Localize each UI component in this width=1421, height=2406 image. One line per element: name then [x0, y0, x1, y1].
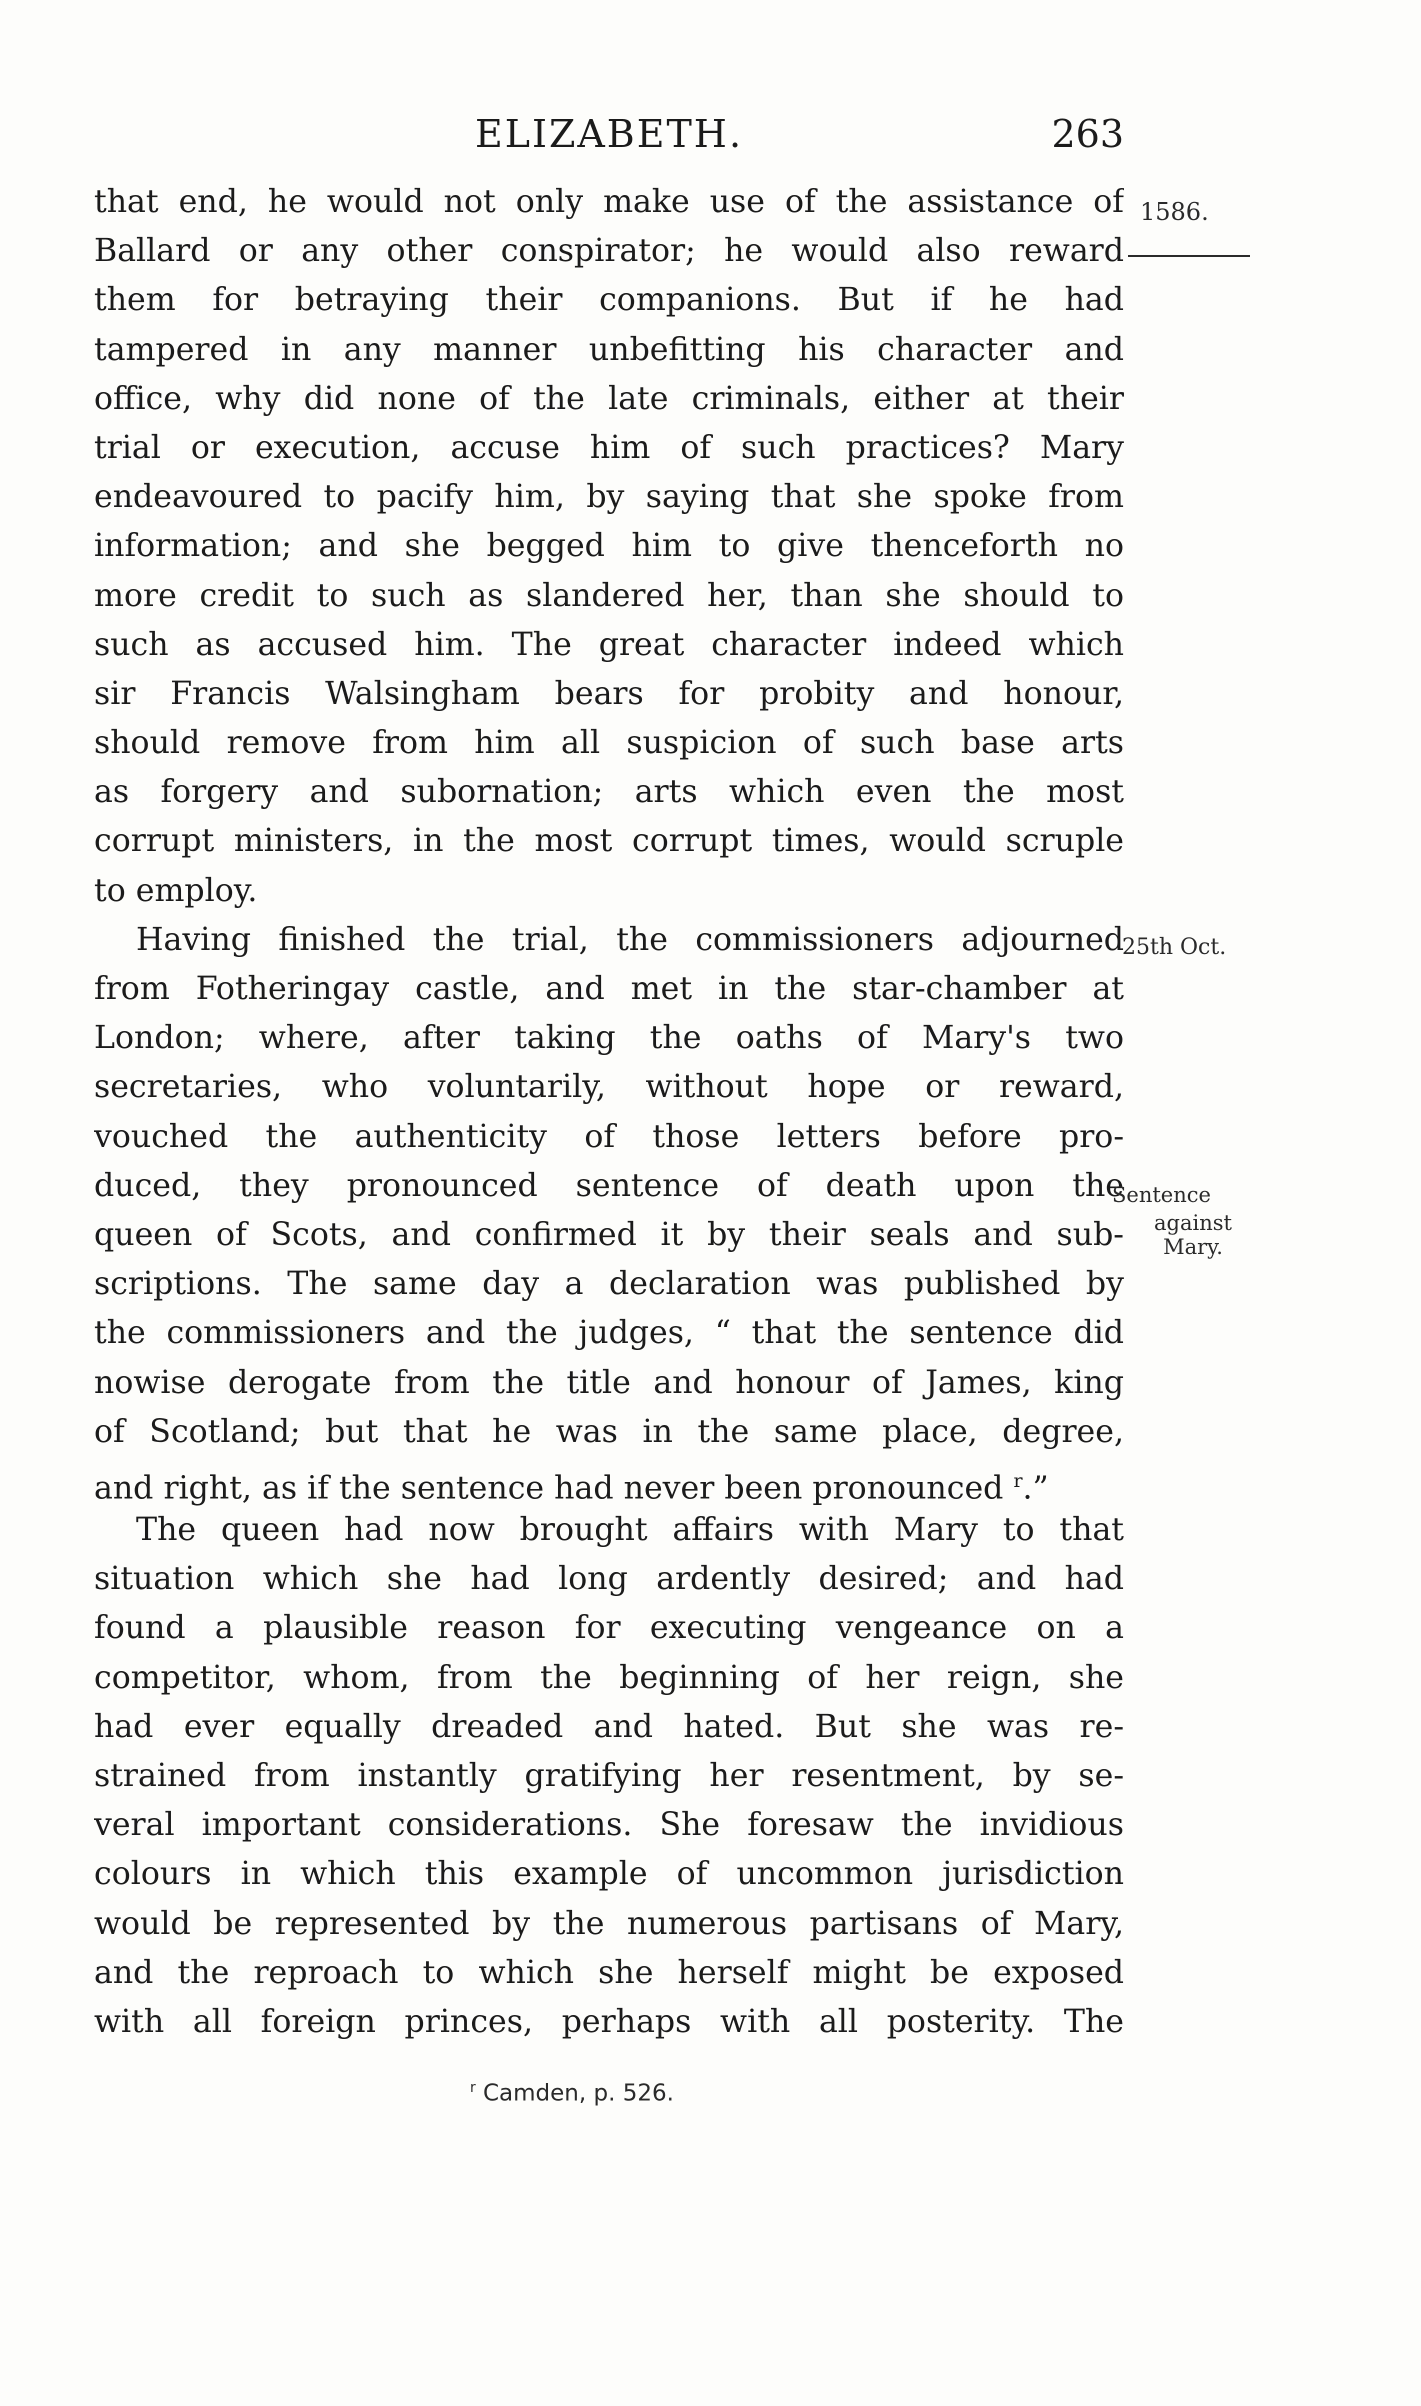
footnote-text: Camden, p. 526.	[483, 2080, 674, 2107]
text-line: The queen had now brought affairs with Mary to that	[136, 1512, 1124, 1549]
text-line: more credit to such as slandered her, than she should to	[94, 577, 1124, 614]
margin-note-mary: Mary.	[1163, 1235, 1223, 1259]
footnote	[470, 2080, 674, 2107]
text-line: scriptions. The same day a declaration was published by	[94, 1266, 1124, 1303]
text-line: with all foreign princes, perhaps with all posterity. The	[94, 2003, 1124, 2040]
text-line: and right, as if the sentence had never been pronounced	[94, 1470, 1004, 1507]
page-title: ELIZABETH.	[474, 112, 744, 156]
margin-note-sentence: Sentence	[1112, 1183, 1211, 1207]
text-line: Having finished the trial, the commissioners adjourned	[136, 921, 1124, 958]
text-line: found a plausible reason for executing vengeance on a	[94, 1610, 1124, 1647]
closing-quote: .”	[1022, 1470, 1049, 1507]
text-line: competitor, whom, from the beginning of her reign, she	[94, 1659, 1124, 1696]
text-line: to employ.	[94, 872, 258, 909]
running-header	[94, 112, 1124, 172]
text-line: office, why did none of the late criminals, either at their	[94, 380, 1124, 417]
text-line: secretaries, who voluntarily, without hope or reward,	[94, 1069, 1124, 1106]
margin-note-against-mary	[1154, 1211, 1232, 1259]
margin-note-against: against	[1154, 1211, 1232, 1235]
text-line: from Fotheringay castle, and met in the star-chamber at	[94, 971, 1124, 1007]
text-line: nowise derogate from the title and honour of James, king	[94, 1364, 1124, 1401]
text-line: the commissioners and the judges, “ that the sentence did	[94, 1315, 1124, 1352]
text-line: them for betraying their companions. But if he had	[94, 282, 1124, 319]
text-line: had ever equally dreaded and hated. But she was re-	[94, 1708, 1124, 1745]
text-line: should remove from him all suspicion of such base arts	[94, 725, 1124, 762]
text-line: vouched the authenticity of those letters before pro-	[94, 1118, 1124, 1155]
text-line: veral important considerations. She foresaw the invidious	[94, 1807, 1124, 1844]
text-line: sir Francis Walsingham bears for probity and honour,	[94, 675, 1124, 712]
margin-rule	[1128, 255, 1250, 257]
text-line: would be represented by the numerous partisans of Mary,	[94, 1905, 1124, 1942]
text-line: such as accused him. The great character indeed which	[94, 626, 1124, 663]
text-line-with-footnote-ref	[94, 1457, 1124, 1506]
margin-note-year: 1586.	[1140, 198, 1209, 226]
text-line: of Scotland; but that he was in the same place, degree,	[94, 1413, 1124, 1450]
page-number: 263	[1051, 112, 1124, 156]
text-line: that end, he would not only make use of the assistance of	[94, 184, 1124, 220]
text-line: duced, they pronounced sentence of death upon the	[94, 1167, 1124, 1204]
text-line: queen of Scots, and confirmed it by their seals and sub-	[94, 1216, 1124, 1253]
text-line: Ballard or any other conspirator; he would also reward	[94, 233, 1124, 270]
text-line: colours in which this example of uncommon jurisdiction	[94, 1856, 1124, 1893]
body-text	[94, 178, 1124, 2047]
text-line: corrupt ministers, in the most corrupt times, would scruple	[94, 823, 1124, 860]
text-line: situation which she had long ardently desired; and had	[94, 1561, 1124, 1598]
text-line: as forgery and subornation; arts which even the most	[94, 774, 1124, 811]
text-line: strained from instantly gratifying her resentment, by se-	[94, 1758, 1124, 1794]
text-line: tampered in any manner unbefitting his character and	[94, 331, 1124, 368]
footnote-ref: r	[1013, 1469, 1023, 1492]
margin-note-date: 25th Oct.	[1122, 935, 1227, 960]
text-line: endeavoured to pacify him, by saying that she spoke from	[94, 479, 1124, 516]
text-line: London; where, after taking the oaths of Mary's two	[94, 1020, 1124, 1057]
text-line: trial or execution, accuse him of such practices? Mary	[94, 429, 1124, 466]
footnote-marker: r	[470, 2080, 476, 2096]
text-line: and the reproach to which she herself might be exposed	[94, 1954, 1124, 1991]
text-line: information; and she begged him to give thenceforth no	[94, 528, 1124, 565]
